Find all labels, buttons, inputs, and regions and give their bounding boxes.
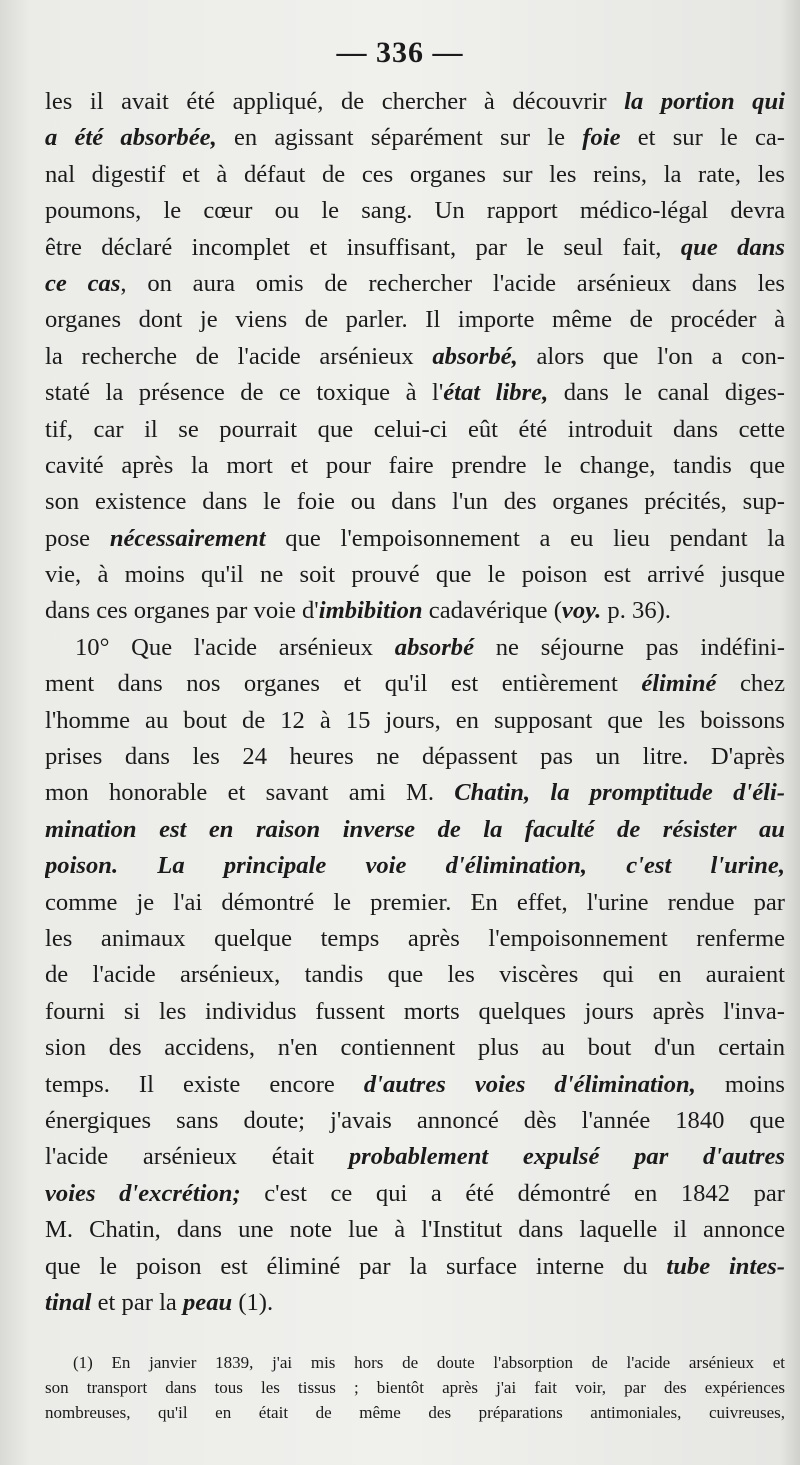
text-run: les animaux quelque temps après l'empoisonnement renferme [45, 924, 785, 952]
text-run: son existence dans le foie ou dans l'un des organes précités, sup- [45, 488, 785, 516]
text-run: dans le canal diges- [548, 379, 785, 407]
text-run: mon honorable et savant ami M. [45, 779, 455, 807]
text-line [45, 1030, 785, 1066]
text-line [45, 557, 785, 593]
italic-text: voy. [561, 597, 602, 625]
italic-text: tube intes- [666, 1252, 785, 1280]
italic-text: tinal [45, 1288, 92, 1316]
text-line [45, 812, 785, 848]
text-run: ment dans nos organes et qu'il est entièrement [45, 670, 642, 698]
text-line [45, 84, 785, 120]
text-line [45, 157, 785, 193]
text-line [45, 630, 785, 666]
italic-text: nécessairement [109, 524, 266, 552]
text-line [45, 994, 785, 1030]
italic-text: poison. La principale voie d'élimination, c'est l'urine, [45, 852, 785, 880]
text-run: énergiques sans doute; j'avais annoncé dès l'année 1840 que [45, 1106, 785, 1134]
text-run: c'est ce qui a été démontré en 1842 par [240, 1179, 785, 1207]
text-run: organes dont je viens de parler. Il importe même de procéder à [45, 306, 785, 334]
italic-text: ce cas [45, 269, 121, 297]
italic-text: la portion qui [624, 88, 785, 115]
text-line [45, 739, 785, 775]
text-run: chez [716, 670, 785, 698]
text-run: comme je l'ai démontré le premier. En effet, l'urine rendue par [45, 888, 785, 916]
italic-text: Chatin, la promptitude d'éli- [454, 779, 785, 807]
italic-text: foie [582, 124, 621, 152]
text-run: alors que l'on a con- [517, 342, 785, 370]
italic-text: probablement expulsé par d'autres [348, 1143, 785, 1171]
text-run: dans ces organes par voie d' [45, 597, 319, 625]
text-line [45, 1176, 785, 1212]
footnote-line: son transport dans tous les tissus ; bientôt après j'ai fait voir, par des expériences [45, 1378, 785, 1397]
text-run: moins [695, 1070, 785, 1098]
italic-text: a été absorbée, [45, 124, 217, 152]
text-run: poumons, le cœur ou le sang. Un rapport médico-légal devra [45, 197, 785, 225]
text-line [45, 375, 785, 411]
page-number: — 336 — [336, 36, 464, 69]
text-run: temps. Il existe encore [45, 1070, 364, 1098]
body-text [45, 84, 785, 1321]
text-line [45, 484, 785, 520]
text-run: pose [45, 524, 110, 552]
text-line [45, 703, 785, 739]
text-run: ne séjourne pas indéfini- [474, 633, 785, 661]
text-run: (1). [232, 1288, 274, 1316]
text-line [45, 885, 785, 921]
text-run: la recherche de l'acide arsénieux [45, 342, 433, 370]
text-run: M. Chatin, dans une note lue à l'Institut dans laquelle il annonce [45, 1216, 785, 1244]
italic-text: éliminé [641, 670, 717, 698]
footnote-line: (1) En janvier 1839, j'ai mis hors de doute l'absorption de l'acide arsénieux et [73, 1353, 785, 1372]
text-line [45, 1139, 785, 1175]
text-line [45, 593, 785, 629]
italic-text: état libre, [443, 379, 549, 407]
text-run: que l'empoisonnement a eu lieu pendant la [265, 524, 785, 552]
text-run: vie, à moins qu'il ne soit prouvé que le poison est arrivé jusque [45, 561, 785, 589]
italic-text: que dans [680, 233, 785, 261]
text-run: nal digestif et à défaut de ces organes sur les reins, la rate, les [45, 160, 785, 188]
text-line [45, 193, 785, 229]
text-line [45, 339, 785, 375]
text-line [45, 775, 785, 811]
text-run: en agissant séparément sur le [216, 124, 583, 152]
text-run: prises dans les 24 heures ne dépassent pas un litre. D'après [45, 743, 785, 771]
italic-text: absorbé [394, 633, 475, 661]
text-line [45, 302, 785, 338]
text-run: staté la présence de ce toxique à l' [45, 379, 444, 407]
text-run: que le poison est éliminé par la surface interne du [45, 1252, 667, 1280]
text-line [45, 1249, 785, 1285]
text-line [45, 521, 785, 557]
text-line [45, 1285, 785, 1321]
text-line [45, 1067, 785, 1103]
text-line [45, 448, 785, 484]
text-run: l'homme au bout de 12 à 15 jours, en supposant que les boissons [45, 706, 785, 734]
text-run: et sur le ca- [620, 124, 785, 152]
text-run: 10° Que l'acide arsénieux [75, 633, 395, 661]
text-run: être déclaré incomplet et insuffisant, par le seul fait, [45, 233, 681, 261]
text-run: l'acide arsénieux était [45, 1143, 349, 1171]
text-run: cadavérique ( [422, 597, 562, 625]
text-line [45, 120, 785, 156]
text-line [45, 921, 785, 957]
text-line [45, 1212, 785, 1248]
text-run: p. 36). [601, 597, 671, 625]
text-line [45, 666, 785, 702]
italic-text: voies d'excrétion; [45, 1179, 241, 1207]
italic-text: d'autres voies d'élimination, [363, 1070, 696, 1098]
text-line [45, 848, 785, 884]
italic-text: imbibition [318, 597, 423, 625]
text-run: et par la [91, 1288, 183, 1316]
text-line [45, 412, 785, 448]
text-line [45, 957, 785, 993]
text-run: de l'acide arsénieux, tandis que les viscères qui en auraient [45, 961, 785, 989]
text-run: cavité après la mort et pour faire prendre le change, tandis que [45, 451, 785, 479]
text-line [45, 1103, 785, 1139]
footnotes [45, 1350, 785, 1425]
text-line [45, 266, 785, 302]
italic-text: absorbé, [432, 342, 518, 370]
text-run: les il avait été appliqué, de chercher à découvrir [45, 88, 625, 115]
text-run: , on aura omis de rechercher l'acide arsénieux dans les [120, 269, 785, 297]
italic-text: mination est en raison inverse de la faculté de résister au [45, 815, 785, 843]
text-line [45, 230, 785, 266]
text-run: tif, car il se pourrait que celui-ci eût été introduit dans cette [45, 415, 785, 443]
text-run: sion des accidens, n'en contiennent plus au bout d'un certain [45, 1034, 785, 1062]
italic-text: peau [182, 1288, 233, 1316]
footnote-line: nombreuses, qu'il en était de même des préparations antimoniales, cuivreuses, [45, 1403, 785, 1422]
text-run: fourni si les individus fussent morts quelques jours après l'inva- [45, 997, 785, 1025]
